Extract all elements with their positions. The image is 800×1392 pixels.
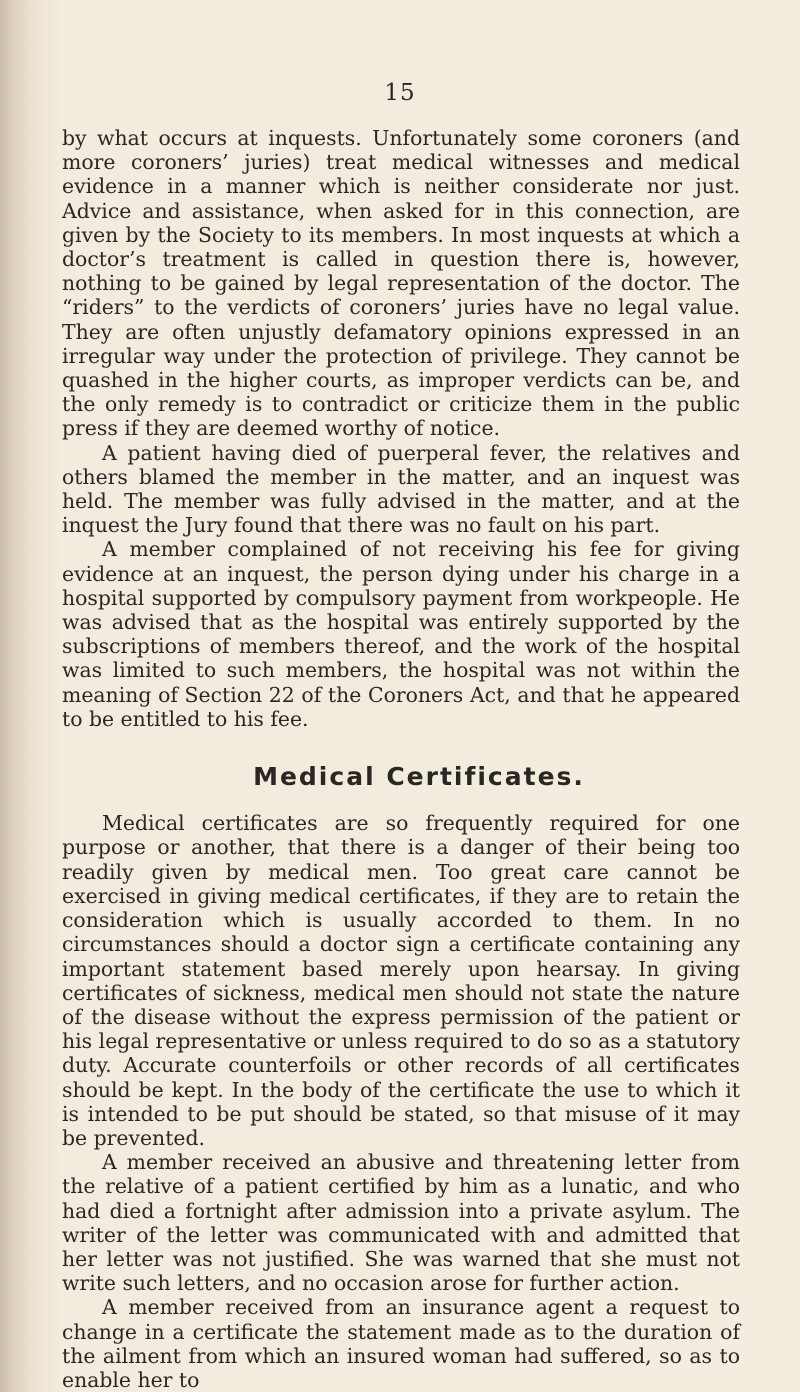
paragraph: A patient having died of puerperal fever, the relatives and others blamed the member in the matter, and an inquest was held. The member was fully advised in the matter, and at the inquest the Jury found that there was no fault on his part. bbox=[62, 440, 740, 538]
paragraph: A member received an abusive and threatening letter from the relative of a patient certified by him as a lunatic, and who had died a fortnight after admission into a private asylum. The writer of the letter was communicated with and admitted that her letter was not justified. She was warned that she must not write such letters, and no occasion arose for further action. bbox=[62, 1150, 740, 1296]
page-number: 15 bbox=[384, 80, 416, 106]
paragraph: by what occurs at inquests. Unfortunately some coroners (and more coroners’ juries) treat medical witnesses and medical evidence in a manner which is neither considerate nor just. Advice and assistance, when asked for in this connection, are given by the Society to its members. In most inquests at which a doctor’s treatment is called in question there is, however, nothing to be gained by legal representation of the doctor. The “riders” to the verdicts of coroners’ juries have no legal value. They are often unjustly defamatory opinions expressed in an irregular way under the protection of privilege. They cannot be quashed in the higher courts, as improper verdicts can be, and the only remedy is to contradict or criticize them in the public press if they are deemed worthy of notice. bbox=[62, 126, 740, 441]
body-text bbox=[62, 126, 740, 1392]
paragraph: A member received from an insurance agent a request to change in a certificate the statement made as to the duration of the ailment from which an insured woman had suffered, so as to enable her to bbox=[62, 1295, 740, 1392]
paragraph: Medical certificates are so frequently required for one purpose or another, that there is a danger of their being too readily given by medical men. Too great care cannot be exercised in giving medical certificates, if they are to retain the consideration which is usually accorded to them. In no circumstances should a doctor sign a certificate containing any important statement based merely upon hearsay. In giving certificates of sickness, medical men should not state the nature of the disease without the express permission of the patient or his legal representative or unless required to do so as a statutory duty. Accurate counterfoils or other records of all certificates should be kept. In the body of the certificate the use to which it is intended to be put should be stated, so that misuse of it may be prevented. bbox=[62, 811, 740, 1150]
paragraph: A member complained of not receiving his fee for giving evidence at an inquest, the person dying under his charge in a hospital supported by compulsory payment from workpeople. He was advised that as the hospital was entirely supported by the subscriptions of members thereof, and the work of the hospital was limited to such members, the hospital was not within the meaning of Section 22 of the Coroners Act, and that he appeared to be entitled to his fee. bbox=[62, 537, 740, 731]
section-heading: Medical Certificates. bbox=[253, 762, 585, 792]
